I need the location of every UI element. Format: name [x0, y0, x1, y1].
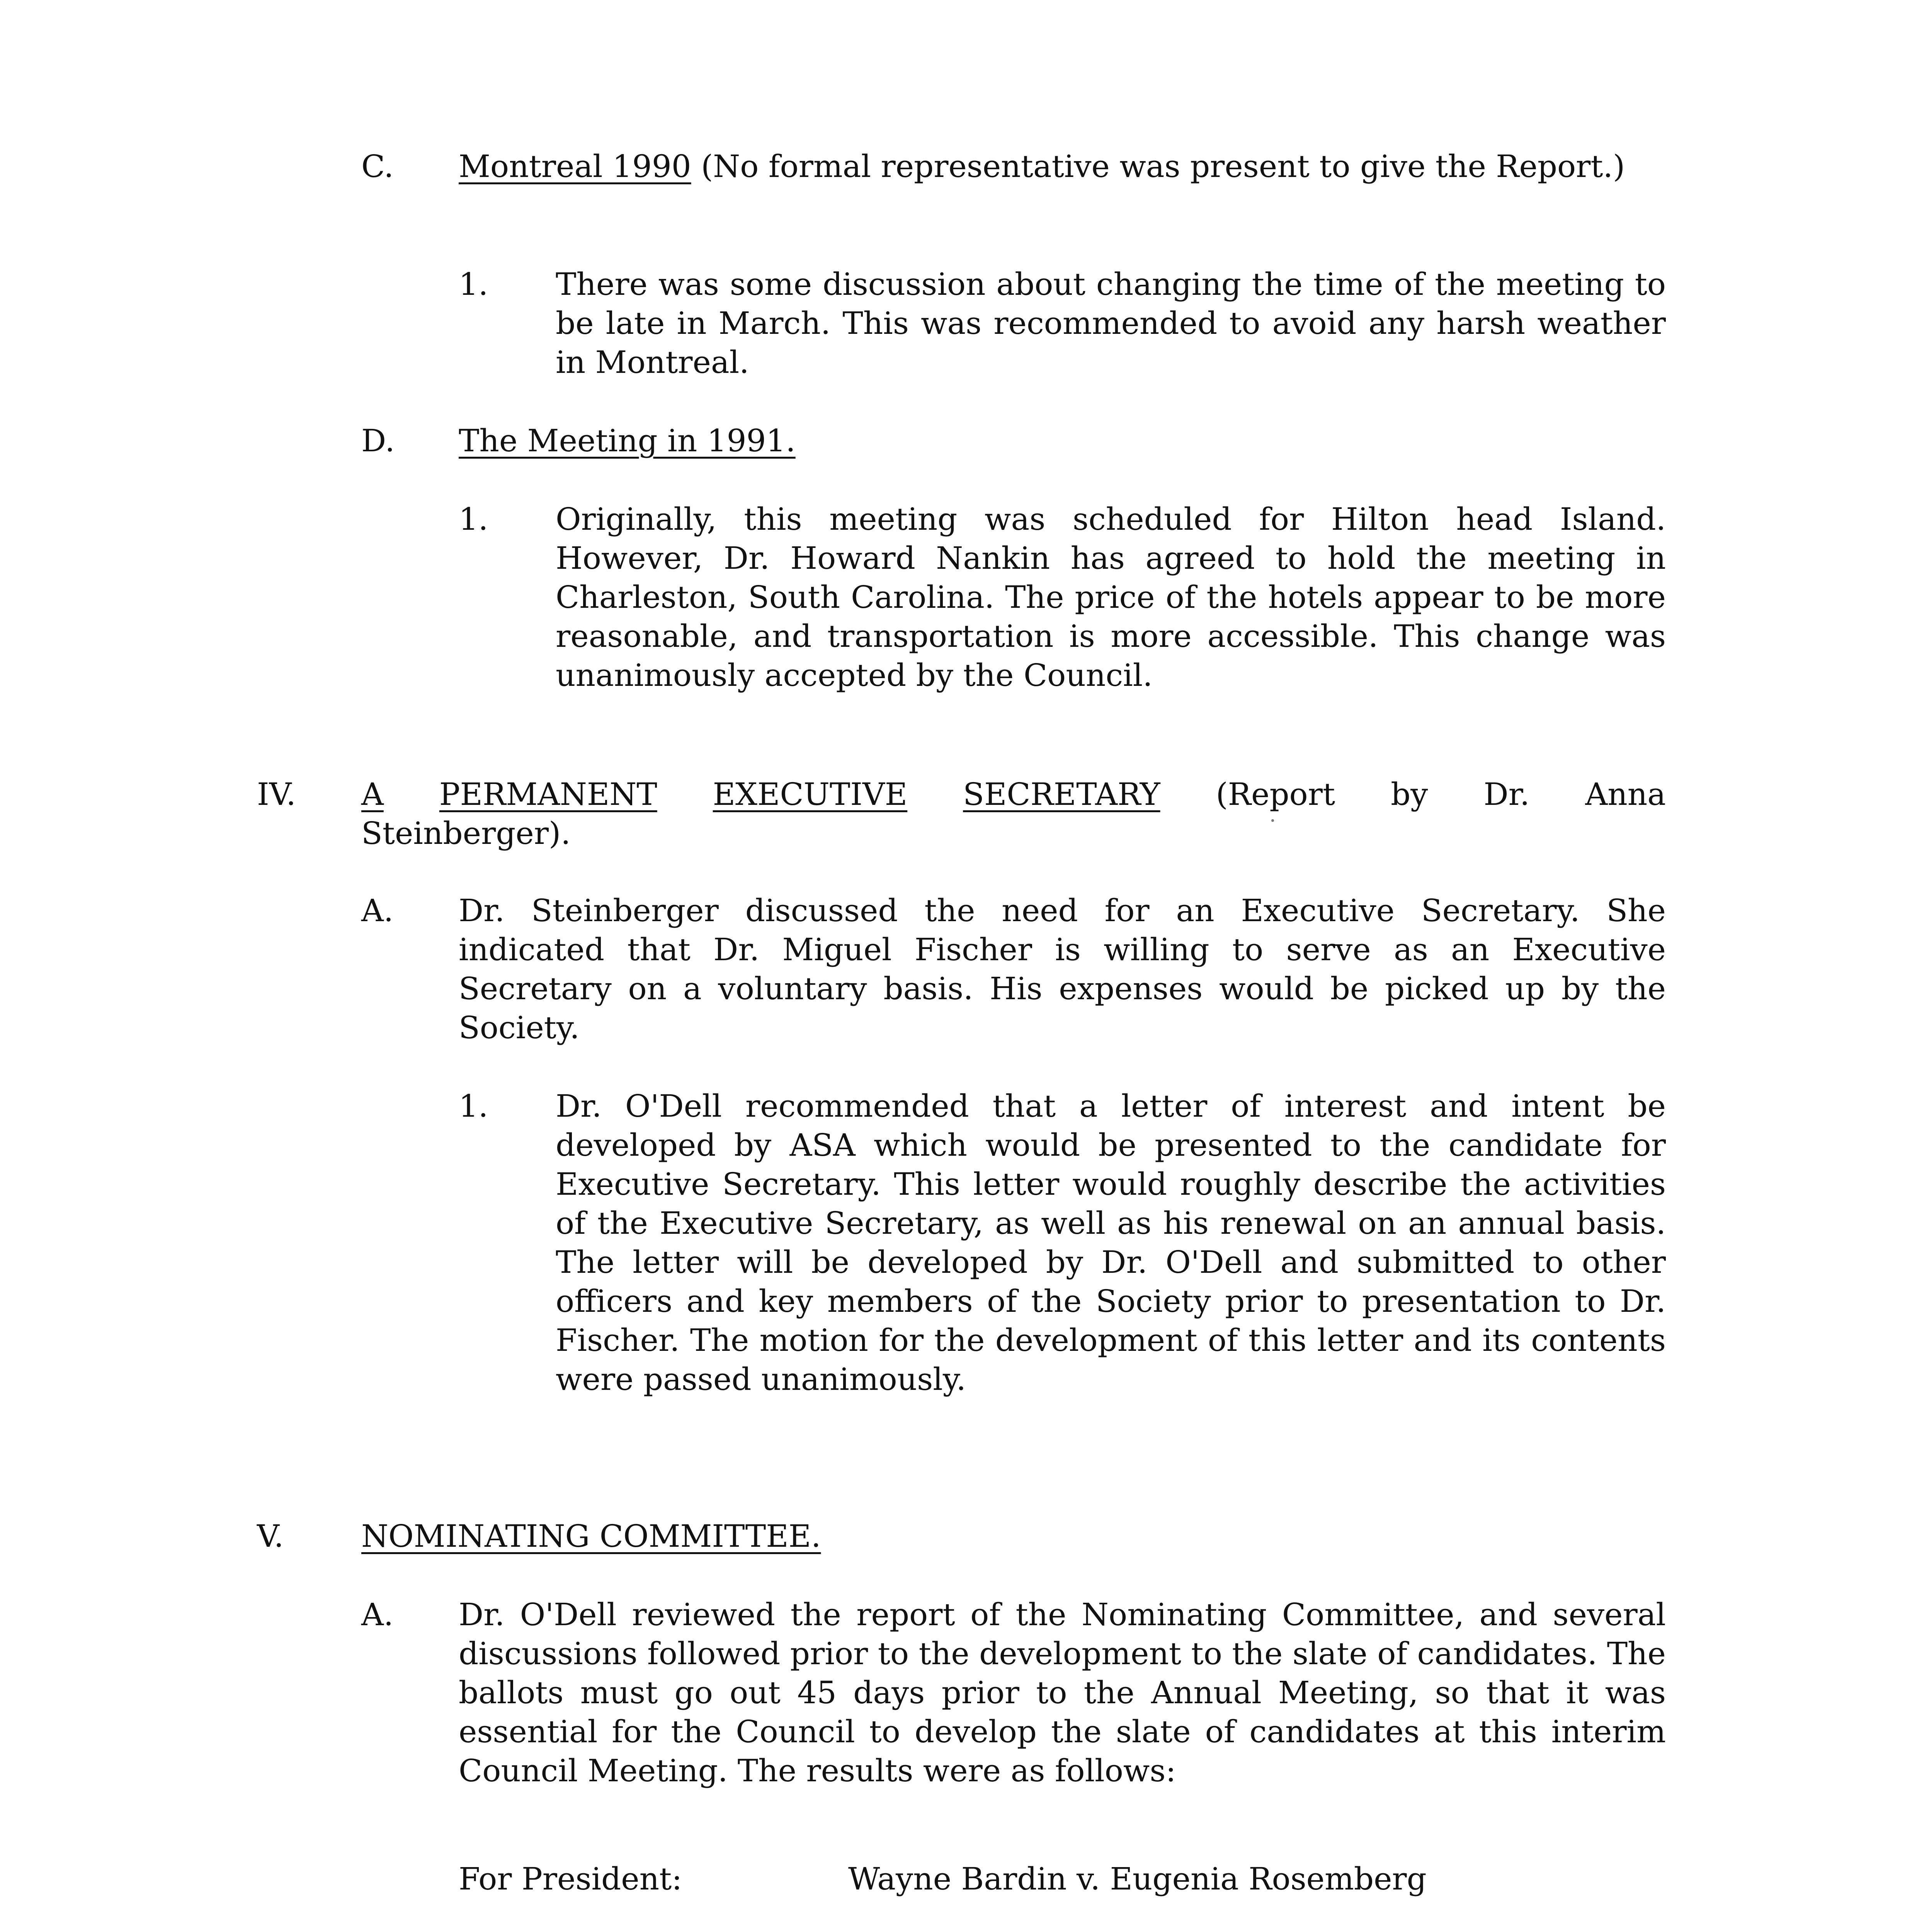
section-iv-title-word: PERMANENT [439, 776, 657, 812]
section-iv-heading [361, 775, 1666, 853]
nomination-label-president: For President: [459, 1861, 682, 1897]
section-iv-title-word: A [361, 776, 384, 812]
nomination-value-president [848, 1859, 1427, 1898]
section-v-heading [361, 1517, 1666, 1556]
section-c-marker: C. [361, 148, 394, 184]
section-d-title: The Meeting in 1991. [459, 423, 796, 459]
section-d-heading [459, 421, 1666, 460]
section-v-item-a-marker: A. [361, 1597, 394, 1633]
section-iv-title-word: SECRETARY [963, 776, 1160, 812]
nomination-pair: Wayne Bardin v. Eugenia Rosemberg [848, 1861, 1427, 1897]
section-v-title: NOMINATING COMMITTEE. [361, 1518, 821, 1554]
section-d-marker: D. [361, 423, 395, 459]
section-v-marker: V. [257, 1518, 284, 1554]
section-d-item-1-text: Originally, this meeting was scheduled for Hilton head Island. However, Dr. Howard Nankin has agreed to hold the meeting in Charleston, South Carolina. The price of the hotels appear to be more reasonable, and transportation is more accessible. This change was unanimously accepted by the Council. [556, 501, 1666, 693]
section-iv-title-rest: Anna [1585, 776, 1666, 812]
section-iv-heading-line [361, 775, 1666, 814]
section-c-item-1-text: There was some discussion about changing the time of the meeting to be late in March. This was recommended to avoid any harsh weather in Montreal. [556, 266, 1666, 380]
section-c-title-rest: (No formal representative was present to give the Report.) [691, 148, 1625, 184]
section-v-item-a-text: Dr. O'Dell reviewed the report of the Nominating Committee, and several discussions followed prior to the development to the slate of candidates. The ballots must go out 45 days prior to the Annual Meeting, so that it was essential for the Council to develop the slate of candidates at this interim Council Meeting. The results were as follows: [459, 1597, 1666, 1789]
section-iv-item-1-marker: 1. [459, 1088, 488, 1124]
section-c-title: Montreal 1990 [459, 148, 691, 184]
section-iv-marker: IV. [257, 776, 296, 812]
section-iv-title-rest: by [1391, 776, 1428, 812]
section-iv-item-1-text: Dr. O'Dell recommended that a letter of interest and intent be developed by ASA which would be presented to the candidate for Executive Secretary. This letter would roughly describe the activities of the Executive Secretary, as well as his renewal on an annual basis. The letter will be developed by Dr. O'Dell and submitted to other officers and key members of the Society prior to presentation to Dr. Fischer. The motion for the development of this letter and its contents were passed unanimously. [556, 1088, 1666, 1397]
section-iv-title-rest: (Report [1216, 776, 1335, 812]
section-d-item-1-marker: 1. [459, 501, 488, 537]
section-iv-title-word: EXECUTIVE [713, 776, 908, 812]
section-iv-item-a-marker: A. [361, 893, 394, 929]
section-c-item-1-marker: 1. [459, 266, 488, 302]
section-iv-title-rest: Dr. [1483, 776, 1530, 812]
section-iv-item-a-text: Dr. Steinberger discussed the need for an Executive Secretary. She indicated that Dr. Miguel Fischer is willing to serve as an Executive Secretary on a voluntary basis. His expenses would be picked up by the Society. [459, 893, 1666, 1046]
section-iv-title-continued: Steinberger). [361, 815, 571, 851]
section-c-heading [459, 147, 1666, 186]
